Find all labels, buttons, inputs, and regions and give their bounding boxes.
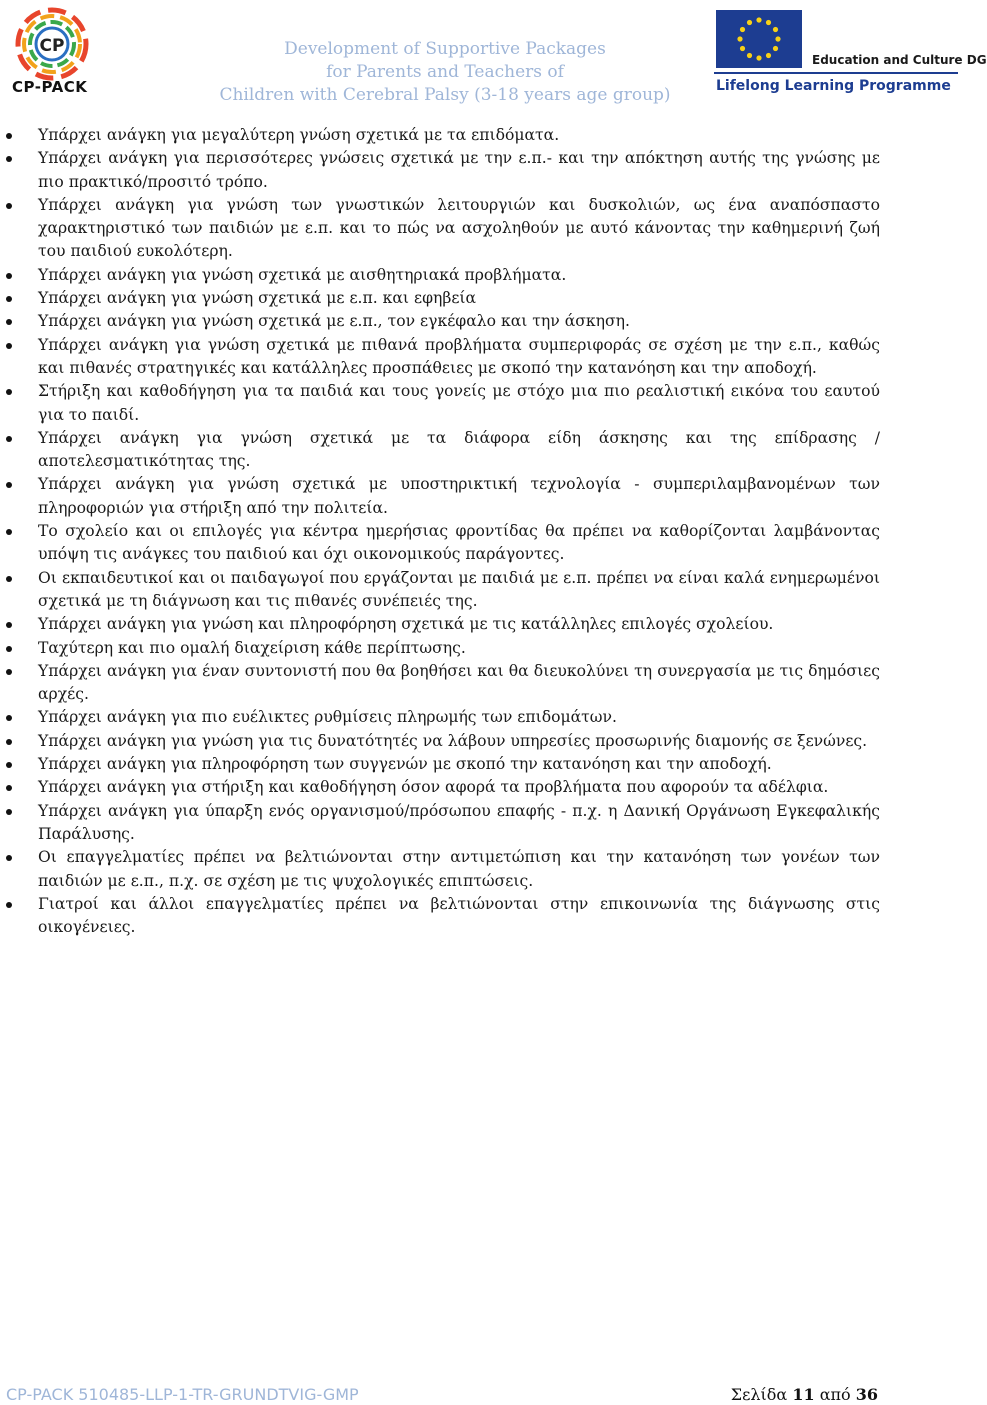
page-content — [0, 124, 960, 939]
list-item-text: Υπάρχει ανάγκη για ύπαρξη ενός οργανισμού/πρόσωπου επαφής - π.χ. η Δανική Οργάνωση Εγκεφαλικής Παράλυσης. — [38, 801, 880, 843]
bullet-icon — [6, 785, 12, 791]
list-item — [0, 427, 960, 474]
bullet-icon — [6, 902, 12, 908]
eu-star-icon — [740, 46, 745, 51]
list-item-text: Υπάρχει ανάγκη για πιο ευέλικτες ρυθμίσεις πληρωμής των επιδομάτων. — [38, 708, 617, 727]
eu-star-icon — [773, 27, 778, 32]
bullet-icon — [6, 133, 12, 139]
list-item-text: Υπάρχει ανάγκη για μεγαλύτερη γνώση σχετικά με τα επιδόματα. — [38, 126, 560, 144]
list-item — [0, 567, 960, 614]
list-item-text: Υπάρχει ανάγκη για γνώση των γνωστικών λειτουργιών και δυσκολιών, ως ένα αναπόσπαστο χαρακτηριστικό των παιδιών με ε.π. και το πώς να ασχοληθούν με αυτό κάνοντας την καθημερινή ζωή του παιδιού ευκολότερη. — [38, 195, 880, 261]
list-item — [0, 287, 960, 310]
list-item-text: Υπάρχει ανάγκη για γνώση σχετικά με ε.π., τον εγκέφαλο και την άσκηση. — [38, 312, 630, 331]
list-item-text: Οι εκπαιδευτικοί και οι παιδαγωγοί που εργάζονται με παιδιά με ε.π. πρέπει να είναι καλά ενημερωμένοι σχετικά με τη διάγνωση και τις πιθανές συνέπειές της. — [38, 568, 880, 610]
eu-star-icon — [747, 53, 752, 58]
svg-text:CP: CP — [39, 36, 65, 56]
bullet-icon — [6, 156, 12, 162]
list-item-text: Υπάρχει ανάγκη για στήριξη και καθοδήγηση όσον αφορά τα προβλήματα που αφορούν τα αδέλφια. — [38, 778, 829, 797]
list-item-text: Υπάρχει ανάγκη για γνώση για τις δυνατότητές να λάβουν υπηρεσίες προσωρινής διαμονής σε ξενώνες. — [38, 731, 868, 750]
eu-star-icon — [756, 17, 761, 22]
bullet-icon — [6, 203, 12, 209]
page-footer — [0, 1385, 960, 1405]
bullet-icon — [6, 669, 12, 675]
bullet-icon — [6, 319, 12, 325]
page-header — [0, 0, 987, 110]
list-item — [0, 800, 960, 847]
list-item — [0, 730, 960, 753]
title-line: Development of Supportive Packages — [284, 39, 606, 59]
footer-code: CP-PACK 510485-LLP-1-TR-GRUNDTVIG-GMP — [6, 1385, 359, 1404]
list-item — [0, 520, 960, 567]
list-item-text: Υπάρχει ανάγκη για γνώση σχετικά με υποστηρικτική τεχνολογία - συμπεριλαμβανομένων των πληροφοριών για στήριξη από την πολιτεία. — [38, 475, 880, 517]
bullet-icon — [6, 646, 12, 652]
title-line: Children with Cerebral Palsy (3-18 years age group) — [219, 85, 671, 105]
bullet-icon — [6, 389, 12, 395]
list-item-text: Υπάρχει ανάγκη για γνώση σχετικά με πιθανά προβλήματα συμπεριφοράς σε σχέση με την ε.π., καθώς και πιθανές στρατηγικές και κατάλληλες προσπάθειες με σκοπό την κατανόηση και την αποδοχή. — [38, 335, 880, 377]
list-item-text: Υπάρχει ανάγκη για γνώση σχετικά με ε.π. και εφηβεία — [38, 289, 477, 308]
eu-star-icon — [775, 36, 780, 41]
eu-star-icon — [766, 20, 771, 25]
bullet-icon — [6, 436, 12, 442]
bullet-icon — [6, 529, 12, 535]
list-item-text: Υπάρχει ανάγκη για περισσότερες γνώσεις σχετικά με την ε.π.- και την απόκτηση αυτής της γνώσης με πιο πρακτικό/προσιτό τρόπο. — [38, 149, 880, 191]
bullet-icon — [6, 762, 12, 768]
list-item — [0, 147, 960, 194]
bullet-icon — [6, 482, 12, 488]
list-item — [0, 264, 960, 287]
list-item — [0, 706, 960, 729]
bullet-list — [0, 124, 960, 939]
list-item-text: Γιατροί και άλλοι επαγγελματίες πρέπει να βελτιώνονται στην επικοινωνία της διάγνωσης στις οικογένειες. — [38, 894, 880, 937]
project-title — [218, 38, 672, 107]
list-item — [0, 893, 960, 940]
bullet-icon — [6, 273, 12, 279]
list-item-text: Στήριξη και καθοδήγηση για τα παιδιά και τους γονείς με στόχο μια πιο ρεαλιστική εικόνα του εαυτού για το παιδί. — [38, 382, 880, 424]
list-item-text: Ταχύτερη και πιο ομαλή διαχείριση κάθε περίπτωσης. — [38, 638, 466, 657]
list-item-text: Οι επαγγελματίες πρέπει να βελτιώνονται στην αντιμετώπιση και την κατανόηση των γονέων των παιδιών με ε.π., π.χ. σε σχέση με τις ψυχολογικές επιπτώσεις. — [38, 848, 880, 890]
page-label: Σελίδα — [730, 1385, 788, 1404]
bullet-icon — [6, 576, 12, 582]
list-item — [0, 310, 960, 333]
list-item — [0, 380, 960, 427]
eu-flag-logo — [716, 10, 802, 68]
bullet-icon — [6, 715, 12, 721]
list-item — [0, 660, 960, 707]
eu-star-icon — [737, 36, 742, 41]
bullet-icon — [6, 809, 12, 815]
title-line: for Parents and Teachers of — [326, 62, 564, 82]
list-item — [0, 753, 960, 776]
eu-dg-label: Education and Culture DG — [812, 53, 987, 67]
eu-star-icon — [747, 20, 752, 25]
total-pages: 36 — [855, 1385, 878, 1404]
bullet-icon — [6, 855, 12, 861]
list-item-text: Υπάρχει ανάγκη για έναν συντονιστή που θα βοηθήσει και θα διευκολύνει τη συνεργασία με τις δημόσιες αρχές. — [38, 661, 880, 704]
eu-star-icon — [766, 53, 771, 58]
eu-star-icon — [756, 55, 761, 60]
list-item — [0, 613, 960, 636]
list-item — [0, 473, 960, 520]
programme-label: Lifelong Learning Programme — [716, 78, 951, 94]
list-item-text: Το σχολείο και οι επιλογές για κέντρα ημερήσιας φροντίδας θα πρέπει να καθορίζονται λαμβάνοντας υπόψη τις ανάγκες του παιδιού και όχι οικονομικούς παράγοντες. — [38, 522, 880, 564]
list-item — [0, 124, 960, 147]
list-item — [0, 334, 960, 381]
bullet-icon — [6, 739, 12, 745]
bullet-icon — [6, 622, 12, 628]
list-item — [0, 846, 960, 893]
bullet-icon — [6, 296, 12, 302]
list-item-text: Υπάρχει ανάγκη για γνώση σχετικά με τα διάφορα είδη άσκησης και της επίδρασης / αποτελεσματικότητας της. — [38, 428, 880, 471]
eu-star-icon — [773, 46, 778, 51]
list-item — [0, 637, 960, 660]
logo-text: CP-PACK — [12, 78, 88, 96]
of-label: από — [819, 1385, 851, 1404]
list-item-text: Υπάρχει ανάγκη για γνώση και πληροφόρηση σχετικά με τις κατάλληλες επιλογές σχολείου. — [38, 615, 774, 634]
list-item-text: Υπάρχει ανάγκη για γνώση σχετικά με αισθητηριακά προβλήματα. — [38, 265, 567, 284]
bullet-icon — [6, 343, 12, 349]
list-item-text: Υπάρχει ανάγκη για πληροφόρηση των συγγενών με σκοπό την κατανόηση και την αποδοχή. — [38, 755, 772, 774]
list-item — [0, 776, 960, 799]
current-page: 11 — [792, 1385, 815, 1404]
page-number — [731, 1385, 878, 1404]
eu-star-icon — [740, 27, 745, 32]
list-item — [0, 194, 960, 264]
